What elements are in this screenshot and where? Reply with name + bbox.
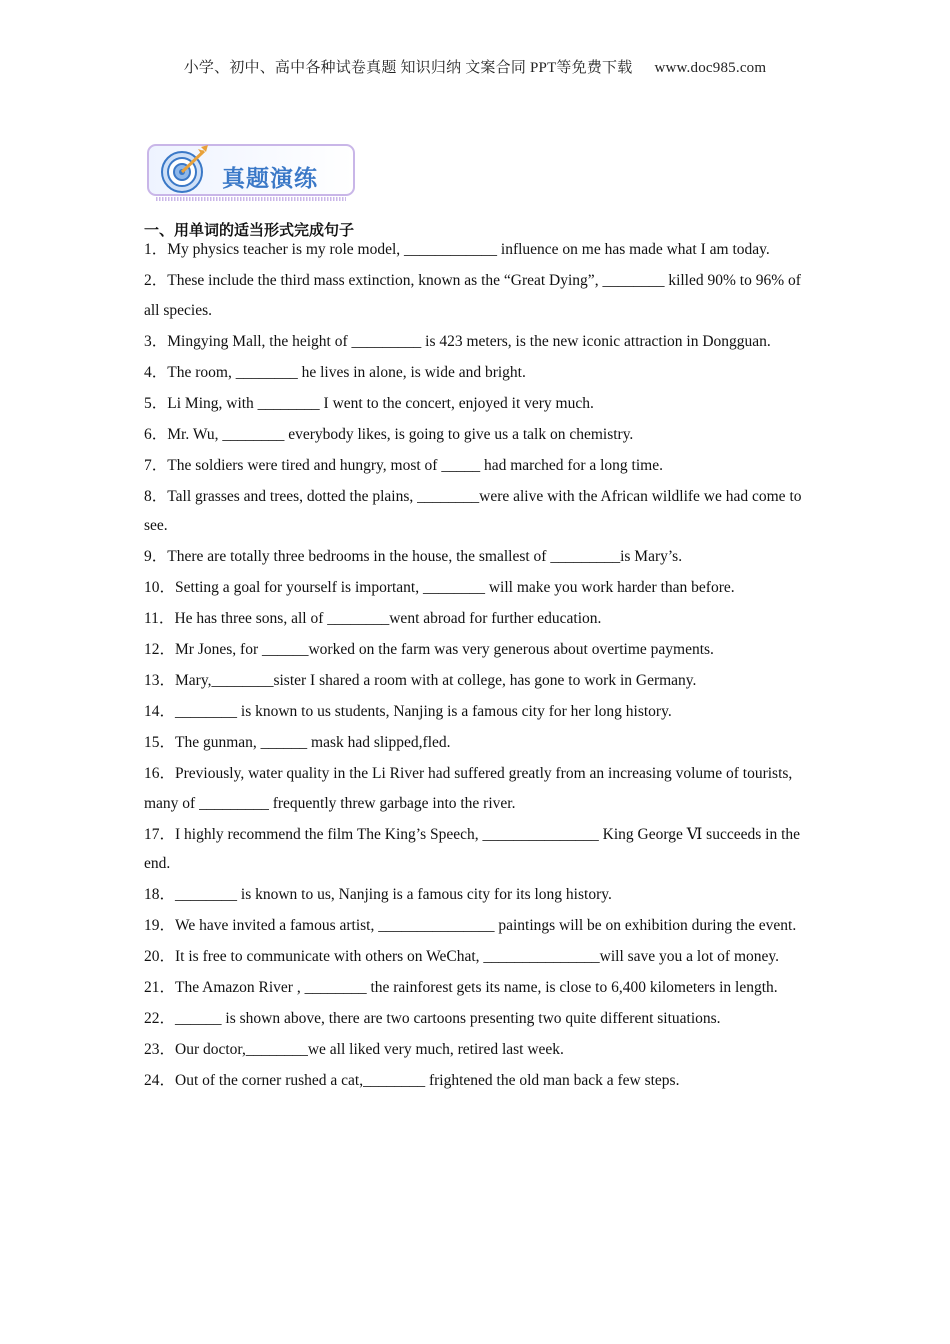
- question-item: [144, 604, 808, 634]
- question-text: I highly recommend the film The King’s Speech, _______________ King George Ⅵ succeeds in the end.: [144, 825, 801, 872]
- question-text: Tall grasses and trees, dotted the plains, ________were alive with the African wildlife we had come to see.: [144, 487, 802, 534]
- question-text: Our doctor,________we all liked very much, retired last week.: [175, 1041, 564, 1058]
- question-text: The room, ________ he lives in alone, is wide and bright.: [167, 363, 526, 381]
- question-text: The soldiers were tired and hungry, most of _____ had marched for a long time.: [167, 456, 663, 474]
- question-item: [144, 420, 808, 450]
- page-header: [0, 56, 950, 77]
- question-number: 10．: [144, 579, 176, 596]
- question-number: 11．: [144, 610, 175, 627]
- question-number: 20．: [144, 948, 176, 965]
- question-item: [144, 911, 808, 941]
- question-text: ________ is known to us students, Nanjing is a famous city for her long history.: [175, 703, 672, 720]
- question-number: 18．: [144, 886, 176, 903]
- question-number: 24．: [144, 1072, 176, 1089]
- question-number: 7．: [144, 456, 168, 474]
- question-text: Out of the corner rushed a cat,________ frightened the old man back a few steps.: [175, 1072, 680, 1089]
- question-text: Mingying Mall, the height of _________ is 423 meters, is the new iconic attraction in Dongguan.: [167, 332, 771, 350]
- question-item: [144, 942, 808, 972]
- question-text: The gunman, ______ mask had slipped,fled.: [175, 734, 451, 751]
- question-number: 19．: [144, 917, 176, 934]
- question-number: 2．: [144, 272, 168, 289]
- question-text: Mary,________sister I shared a room with at college, has gone to work in Germany.: [175, 672, 697, 689]
- question-number: 12．: [144, 641, 176, 658]
- question-number: 22．: [144, 1010, 176, 1027]
- question-item: [144, 759, 808, 818]
- header-text: 小学、初中、高中各种试卷真题 知识归纳 文案合同 PPT等免费下载: [183, 60, 633, 76]
- question-text: These include the third mass extinction, known as the “Great Dying”, ________ killed 90% to 96% of all species.: [144, 272, 801, 319]
- question-text: Previously, water quality in the Li River had suffered greatly from an increasing volume of tourists, many of _________ frequently threw garbage into the river.: [144, 765, 793, 812]
- question-text: Mr. Wu, ________ everybody likes, is going to give us a talk on chemistry.: [167, 425, 634, 443]
- question-text: Setting a goal for yourself is important, ________ will make you work harder than before.: [175, 579, 735, 596]
- question-number: 3．: [144, 332, 168, 350]
- question-number: 23．: [144, 1041, 176, 1058]
- question-item: [144, 266, 808, 325]
- question-item: [144, 973, 808, 1003]
- question-number: 8．: [144, 487, 168, 505]
- question-text: We have invited a famous artist, _______________ paintings will be on exhibition during the event.: [175, 917, 797, 934]
- question-number: 6．: [144, 425, 168, 443]
- question-number: 17．: [144, 825, 176, 843]
- question-item: [144, 697, 808, 727]
- question-list: [144, 235, 808, 1097]
- question-text: There are totally three bedrooms in the house, the smallest of _________is Mary’s.: [167, 548, 683, 565]
- question-text: The Amazon River , ________ the rainforest gets its name, is close to 6,400 kilometers in length.: [175, 979, 778, 996]
- question-item: [144, 1066, 808, 1096]
- question-number: 14．: [144, 703, 176, 720]
- question-item: [144, 728, 808, 758]
- question-text: It is free to communicate with others on WeChat, _______________will save you a lot of money.: [175, 948, 780, 965]
- question-number: 5．: [144, 394, 168, 412]
- question-item: [144, 1004, 808, 1034]
- question-number: 13．: [144, 672, 176, 689]
- question-item: [144, 666, 808, 696]
- question-number: 15．: [144, 734, 176, 751]
- question-item: [144, 573, 808, 603]
- question-number: 9．: [144, 548, 168, 565]
- question-number: 4．: [144, 363, 168, 381]
- banner-title: 真题演练: [222, 166, 318, 192]
- question-number: 16．: [144, 765, 176, 782]
- question-item: [144, 358, 808, 388]
- question-item: [144, 820, 808, 879]
- section-banner: [146, 143, 358, 203]
- question-text: He has three sons, all of ________went abroad for further education.: [174, 610, 602, 627]
- question-item: [144, 542, 808, 572]
- question-text: Li Ming, with ________ I went to the concert, enjoyed it very much.: [167, 394, 594, 412]
- question-text: ______ is shown above, there are two cartoons presenting two quite different situations.: [175, 1010, 721, 1027]
- question-item: [144, 880, 808, 910]
- question-item: [144, 451, 808, 481]
- question-item: [144, 235, 808, 265]
- question-number: 21．: [144, 979, 176, 996]
- question-item: [144, 482, 808, 541]
- header-site: www.doc985.com: [654, 60, 767, 76]
- question-item: [144, 389, 808, 419]
- question-item: [144, 635, 808, 665]
- question-text: My physics teacher is my role model, ____________ influence on me has made what I am today.: [167, 241, 770, 258]
- question-text: Mr Jones, for ______worked on the farm was very generous about overtime payments.: [175, 641, 714, 658]
- question-number: 1．: [144, 241, 168, 258]
- question-text: ________ is known to us, Nanjing is a famous city for its long history.: [175, 886, 612, 903]
- question-item: [144, 1035, 808, 1065]
- question-item: [144, 327, 808, 357]
- section-heading: 一、用单词的适当形式完成句子: [144, 221, 355, 239]
